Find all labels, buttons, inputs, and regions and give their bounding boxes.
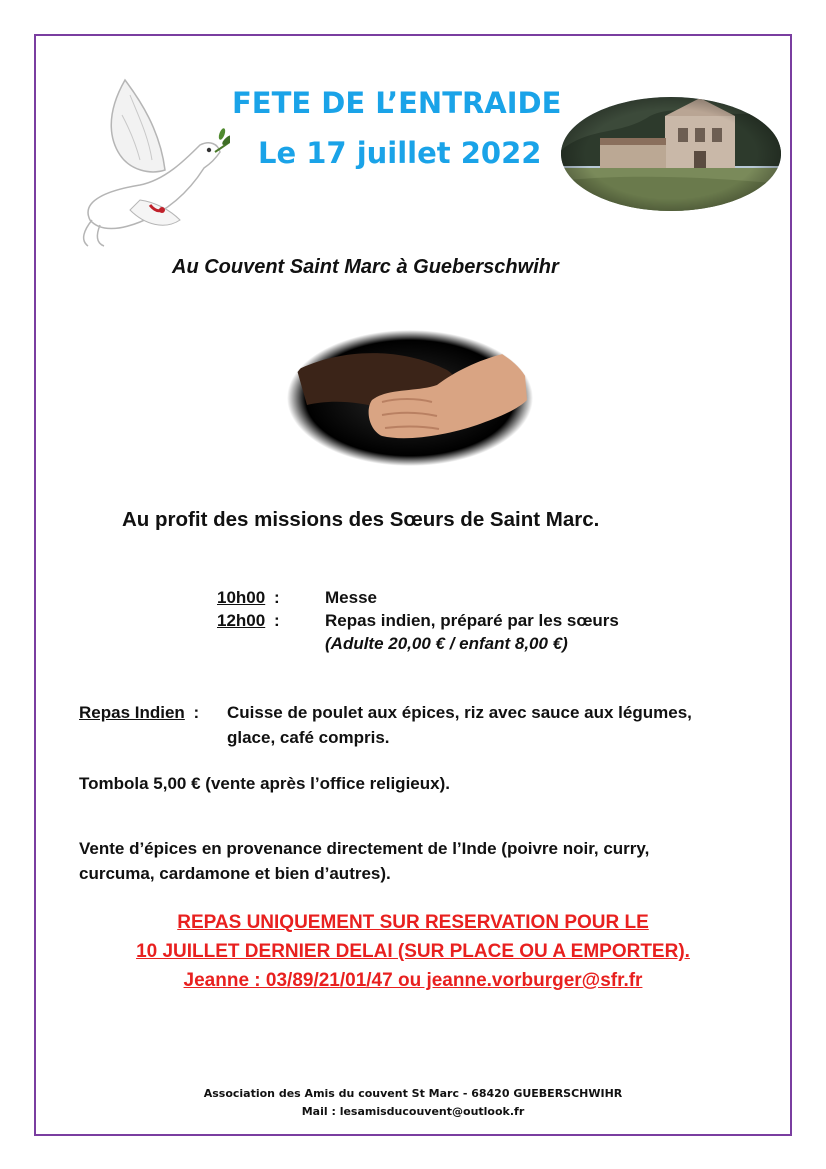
program-time: 10h00 — [217, 588, 266, 607]
program-row — [217, 611, 280, 631]
event-date: Le 17 juillet 2022 — [258, 136, 542, 170]
program-sep: : — [273, 611, 280, 630]
spices-line: Vente d’épices en provenance directement de l’Inde (poivre noir, curry, — [79, 839, 650, 858]
program-time: 12h00 — [217, 611, 266, 630]
program-desc: Repas indien, préparé par les sœurs — [325, 611, 619, 630]
program-sep: : — [273, 588, 280, 607]
menu-label: Repas Indien — [79, 703, 185, 722]
dove-illustration — [70, 60, 230, 250]
event-location: Au Couvent Saint Marc à Gueberschwihr — [172, 256, 559, 278]
spices-text — [79, 836, 649, 886]
beneficiary-text: Au profit des missions des Sœurs de Saint Marc. — [122, 508, 600, 531]
menu-sep: : — [193, 703, 200, 722]
reservation-notice — [34, 908, 792, 995]
event-title: FETE DE L’ENTRAIDE — [232, 86, 562, 120]
spices-line: curcuma, cardamone et bien d’autres). — [79, 864, 391, 883]
menu-desc — [227, 700, 692, 750]
footer — [34, 1085, 792, 1121]
footer-email: Mail : lesamisducouvent@outlook.fr — [301, 1105, 525, 1118]
menu-label-row — [79, 700, 199, 725]
menu-line: Cuisse de poulet aux épices, riz avec sauce aux légumes, — [227, 703, 692, 722]
menu-line: glace, café compris. — [227, 728, 390, 747]
program-row — [217, 588, 280, 608]
price-note: (Adulte 20,00 € / enfant 8,00 €) — [325, 634, 568, 653]
program-desc: Messe — [325, 588, 377, 607]
reservation-contact: Jeanne : 03/89/21/01/47 ou jeanne.vorburger@sfr.fr — [183, 970, 643, 991]
reservation-line: REPAS UNIQUEMENT SUR RESERVATION POUR LE — [177, 912, 649, 933]
footer-address: Association des Amis du couvent St Marc - 68420 GUEBERSCHWIHR — [203, 1087, 623, 1100]
convent-photo — [560, 96, 782, 212]
reservation-line: 10 JUILLET DERNIER DELAI (SUR PLACE OU A EMPORTER). — [136, 941, 690, 962]
hands-photo — [287, 330, 533, 466]
tombola-text: Tombola 5,00 € (vente après l’office religieux). — [79, 774, 450, 793]
